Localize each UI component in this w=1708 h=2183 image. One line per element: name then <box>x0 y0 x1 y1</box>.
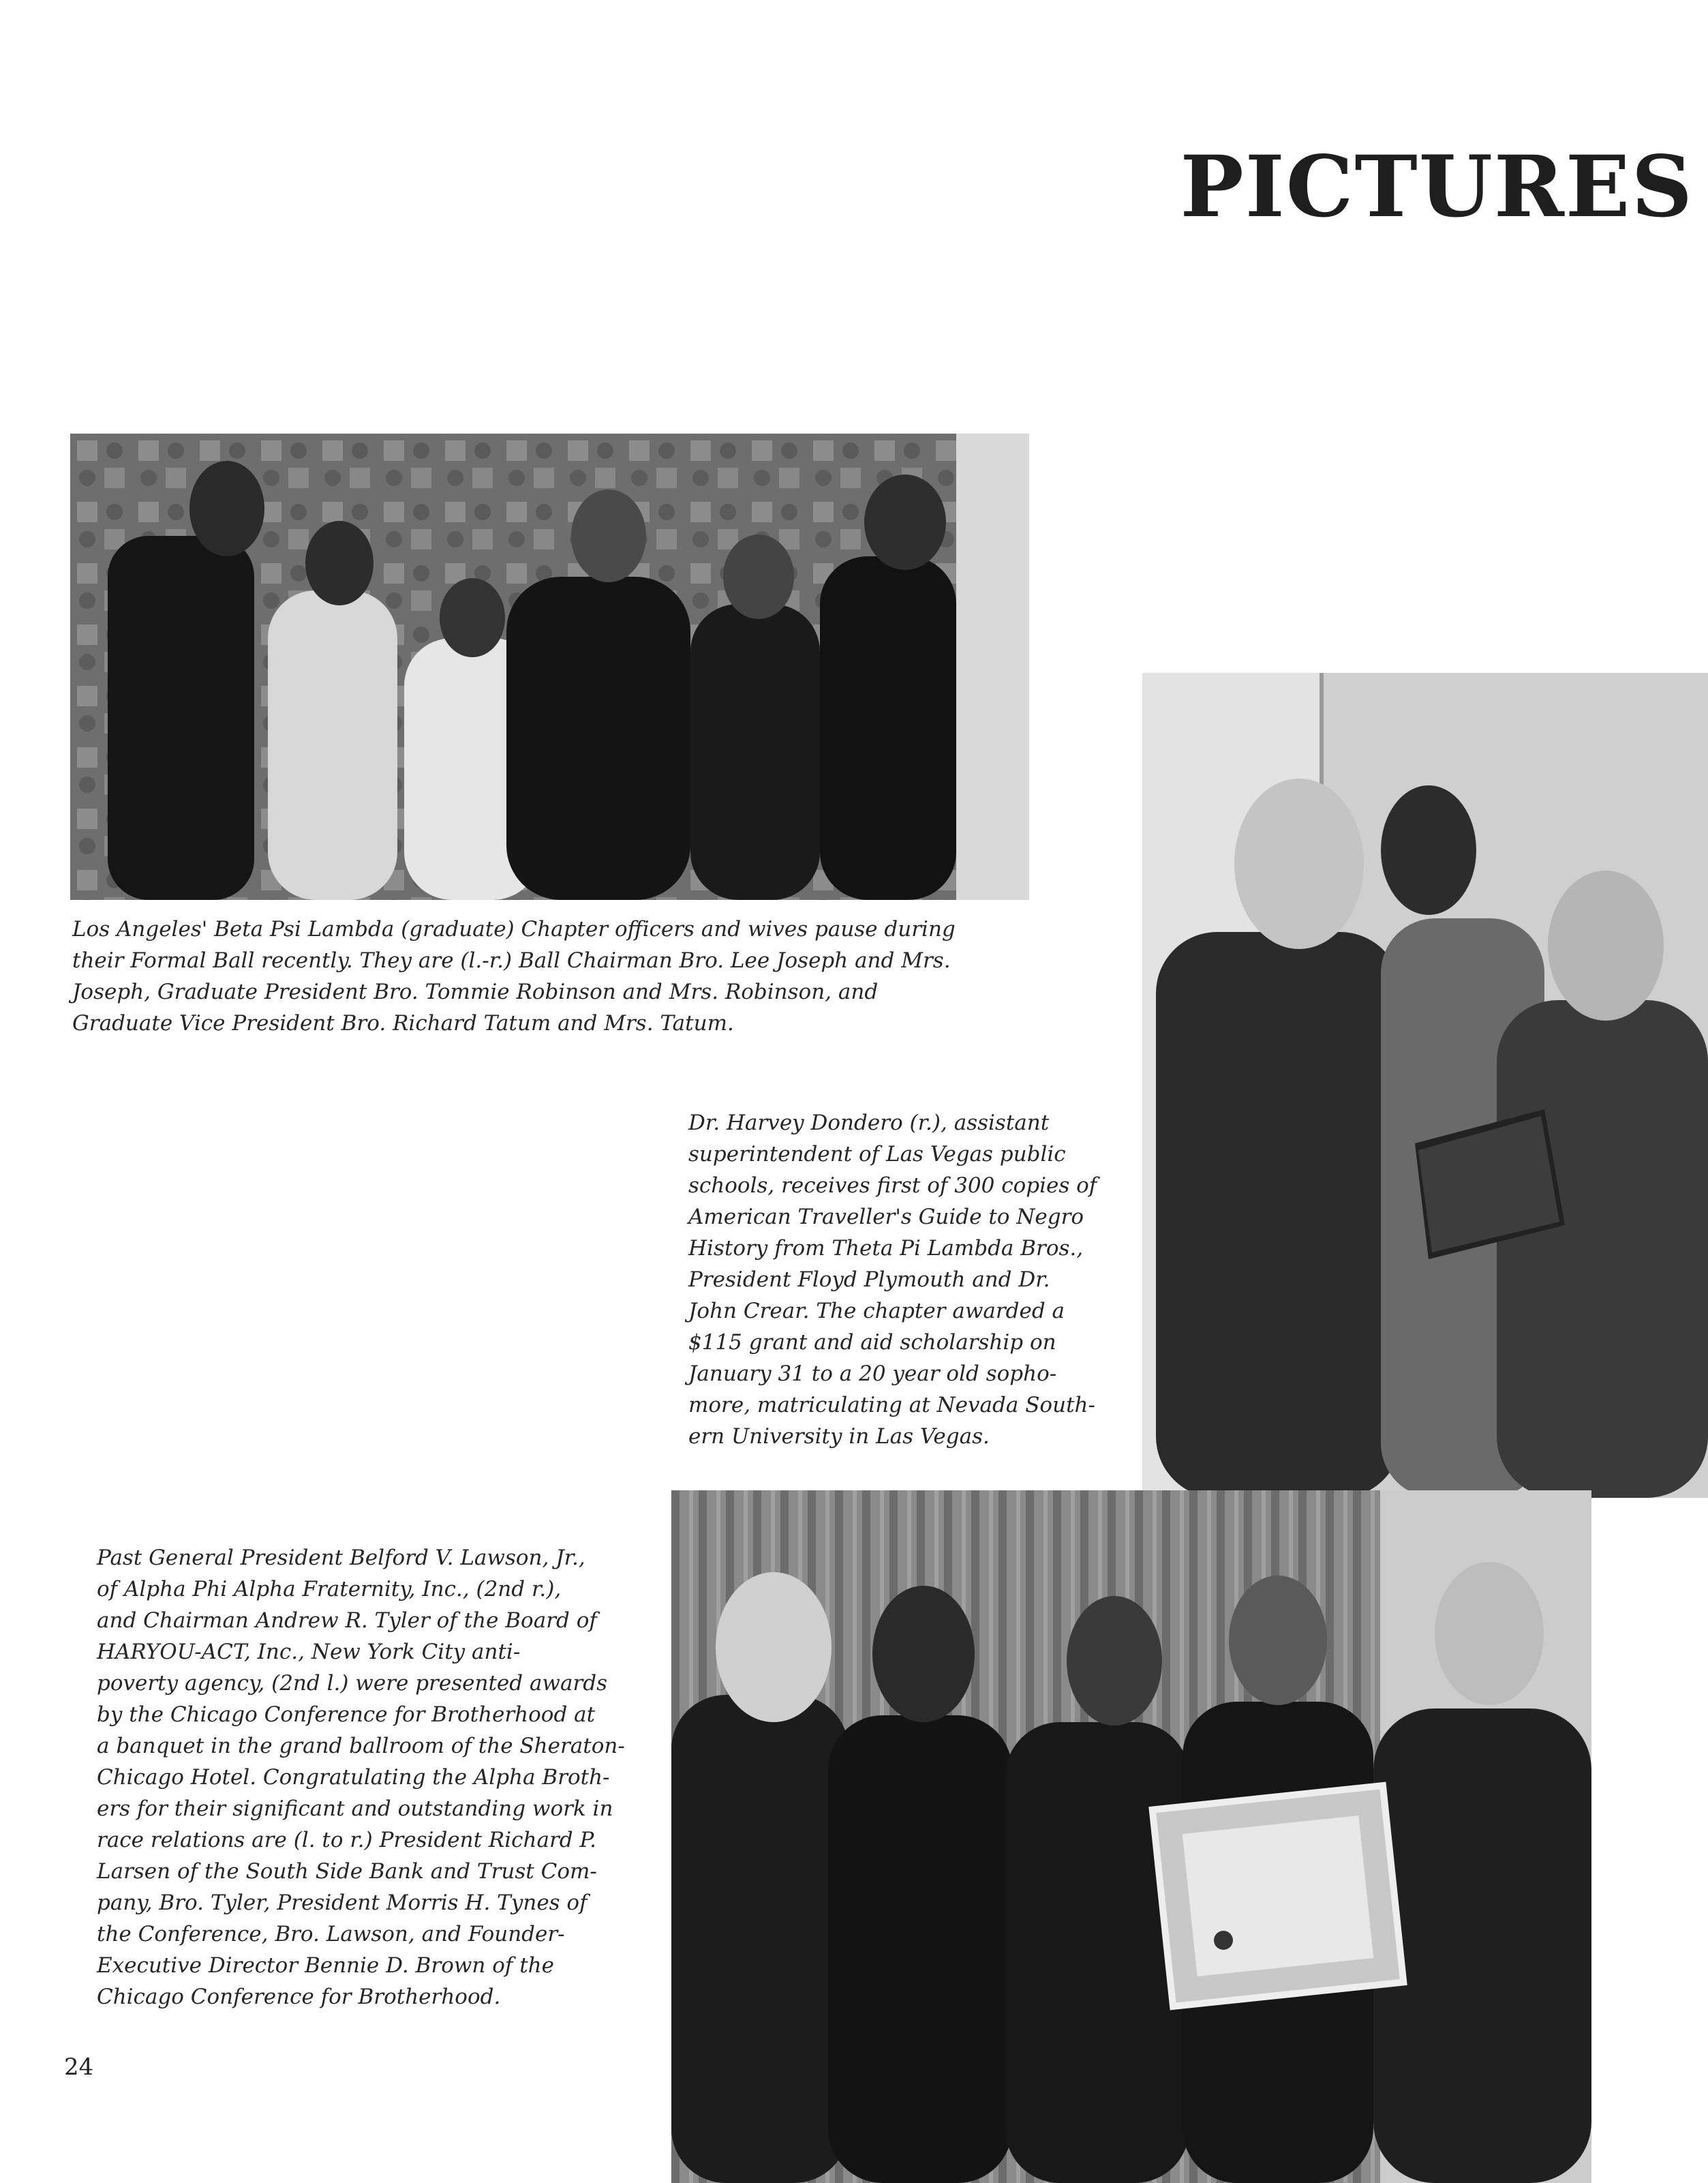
caption-line: and Chairman Andrew R. Tyler of the Board of <box>97 1608 597 1633</box>
caption-line: Executive Director Bennie D. Brown of the <box>97 1953 554 1978</box>
caption-line: $115 grant and aid scholarship on <box>688 1330 1056 1355</box>
caption-line: History from Theta Pi Lambda Bros., <box>688 1236 1084 1261</box>
caption-line: HARYOU-ACT, Inc., New York City anti- <box>97 1640 521 1664</box>
caption-line: superintendent of Las Vegas public <box>688 1142 1066 1166</box>
caption-line: their Formal Ball recently. They are (l.-r.) Ball Chairman Bro. Lee Joseph and Mrs. <box>72 948 951 973</box>
caption-line: Los Angeles' Beta Psi Lambda (graduate) Chapter officers and wives pause during <box>72 917 956 942</box>
caption-line: President Floyd Plymouth and Dr. <box>688 1267 1050 1292</box>
caption-line: poverty agency, (2nd l.) were presented awards <box>97 1671 608 1696</box>
caption-line: January 31 to a 20 year old sopho- <box>688 1361 1057 1386</box>
photo-award-presentation <box>671 1490 1591 2183</box>
caption-line: by the Chicago Conference for Brotherhood at <box>97 1702 596 1727</box>
page-title: PICTURES <box>1180 138 1694 237</box>
photo-guide-presentation <box>1142 673 1708 1498</box>
caption-line: ern University in Las Vegas. <box>688 1424 990 1449</box>
caption-line: of Alpha Phi Alpha Fraternity, Inc., (2nd r.), <box>97 1577 562 1601</box>
award-caption <box>97 1542 647 2013</box>
ball-caption <box>72 914 1024 1039</box>
caption-line: American Traveller's Guide to Negro <box>688 1205 1084 1229</box>
caption-line: Graduate Vice President Bro. Richard Tatum and Mrs. Tatum. <box>72 1011 734 1036</box>
page-number: 24 <box>64 2053 94 2081</box>
caption-line: Larsen of the South Side Bank and Trust Com- <box>97 1859 597 1884</box>
caption-line: pany, Bro. Tyler, President Morris H. Tynes of <box>97 1891 588 1915</box>
guide-caption <box>688 1107 1118 1452</box>
caption-line: Joseph, Graduate President Bro. Tommie Robinson and Mrs. Robinson, and <box>72 980 879 1004</box>
caption-line: Chicago Hotel. Congratulating the Alpha Broth- <box>97 1765 610 1790</box>
caption-line: race relations are (l. to r.) President Richard P. <box>97 1828 596 1852</box>
caption-line: more, matriculating at Nevada South- <box>688 1393 1095 1417</box>
caption-line: schools, receives first of 300 copies of <box>688 1173 1097 1198</box>
caption-line: John Crear. The chapter awarded a <box>688 1299 1065 1323</box>
caption-line: the Conference, Bro. Lawson, and Founder- <box>97 1922 565 1946</box>
caption-line: Chicago Conference for Brotherhood. <box>97 1985 501 2009</box>
caption-line: Dr. Harvey Dondero (r.), assistant <box>688 1111 1050 1135</box>
caption-line: ers for their significant and outstanding work in <box>97 1796 613 1821</box>
photo-formal-ball <box>70 434 1029 900</box>
caption-line: a banquet in the grand ballroom of the Sheraton- <box>97 1734 625 1758</box>
caption-line: Past General President Belford V. Lawson, Jr., <box>97 1546 585 1570</box>
